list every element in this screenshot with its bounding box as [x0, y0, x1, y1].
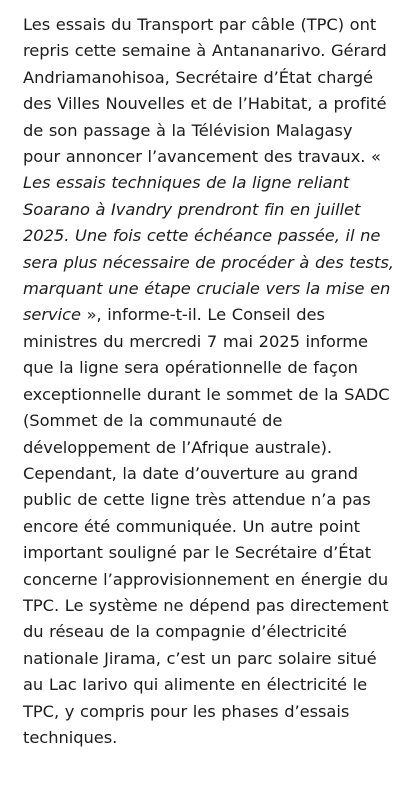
- article-quote-text: Les essais techniques de la ligne reliant Soarano à Ivandry prendront fin en juillet 2025. Une fois cette échéance passée, il ne sera plus nécessaire de procéder à des tests, marquant une étape cruciale vers la mise en service: [23, 173, 394, 325]
- article-rest-text: », informe-t-il. Le Conseil des ministres du mercredi 7 mai 2025 informe que la ligne sera opérationnelle de façon exceptionnelle durant le sommet de la SADC (Sommet de la communauté de développement de l’Afrique australe). Cependant, la date d’ouverture au grand public de cette ligne très attendue n’a pas encore été communiquée. Un autre point important souligné par le Secrétaire d’État concerne l’approvisionnement en énergie du TPC. Le système ne dépend pas directement du réseau de la compagnie d’électricité nationale Jirama, c’est un parc solaire situé au Lac Iarivo qui alimente en électricité le TPC, y compris pour les phases d’essais techniques.: [23, 305, 390, 747]
- article-intro-text: Les essais du Transport par câble (TPC) ont repris cette semaine à Antananarivo. Gérard Andriamanohisoa, Secrétaire d’État chargé des Villes Nouvelles et de l’Habitat, a profité de son passage à la Télévision Malagasy pour annoncer l’avancement des travaux. «: [23, 15, 387, 167]
- article-paragraph: [23, 12, 395, 751]
